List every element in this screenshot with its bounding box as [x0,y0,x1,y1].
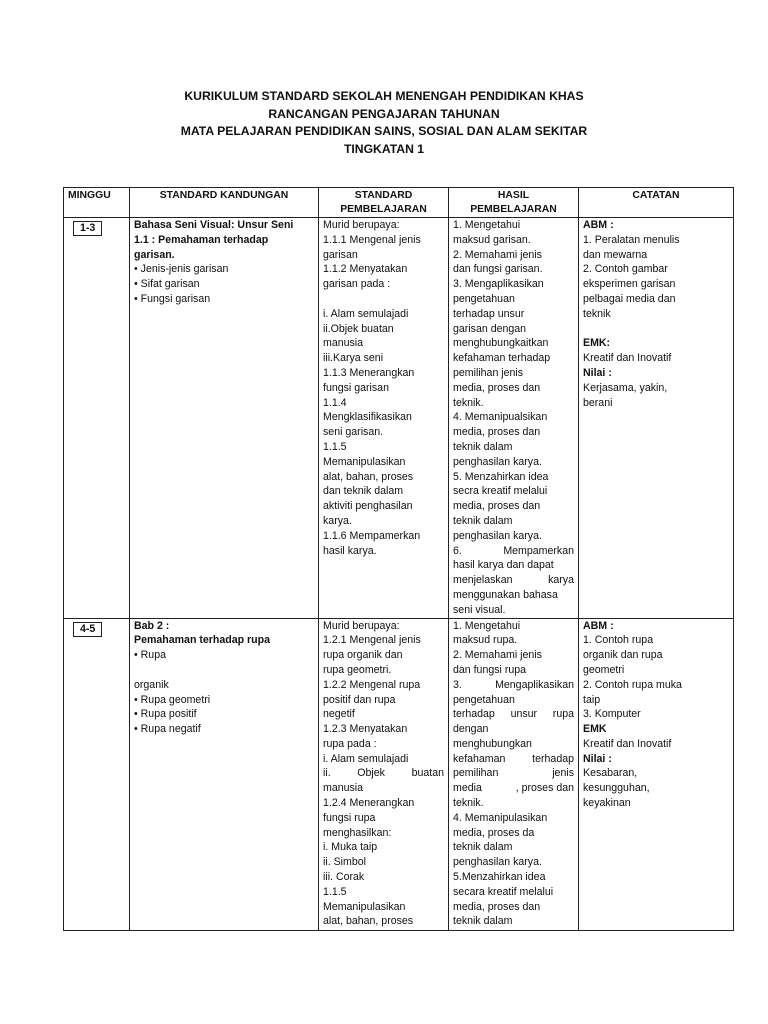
header-line-2: RANCANGAN PENGAJARAN TAHUNAN [268,106,500,121]
table-row [64,218,734,619]
list-item: • Sifat garisan [134,278,200,291]
standard-pembelajaran-cell: Murid berupaya: 1.2.1 Mengenal jenis rupa organik dan rupa geometri. 1.2.2 Mengenal rupa positif dan rupa negetif 1.2.3 Menyatakan rupa pada : i. Alam semulajadi ii. Objek buatan manusia 1.2.4 Menerangkan fungsi rupa menghasilkan: i. Muka taip ii. Simbol iii. Corak 1.1.5 Memanipulasikan alat, bahan, proses [319,618,449,930]
list-item: • Rupa negatif [134,723,201,736]
table-header-row [64,188,734,218]
document-header [0,88,768,158]
table-row [64,618,734,930]
column-header-hasil-pembelajaran: HASIL PEMBELAJARAN [449,188,579,218]
header-line-3: MATA PELAJARAN PENDIDIKAN SAINS, SOSIAL DAN ALAM SEKITAR [180,124,588,138]
catatan-cell: ABM : 1. Peralatan menulis dan mewarna 2. Contoh gambar eksperimen garisan pelbagai media dan teknik EMK: Kreatif dan Inovatif Nilai : Kerjasama, yakin, berani [579,218,734,619]
lesson-plan-table [63,187,734,931]
header-line-4: TINGKATAN 1 [343,141,425,156]
list-item: • Rupa geometri [134,693,211,706]
column-header-catatan: CATATAN [579,188,734,218]
standard-kandungan-cell: Bab 2 : Pemahaman terhadap rupa • Rupa organik • Rupa geometri • Rupa positif • Rupa negatif [130,618,319,930]
column-header-standard-pembelajaran: STANDARD PEMBELAJARAN [319,188,449,218]
catatan-cell: ABM : 1. Contoh rupa organik dan rupa geometri 2. Contoh rupa muka taip 3. Komputer EMK Kreatif dan Inovatif Nilai : Kesabaran, kesungguhan, keyakinan [579,618,734,930]
list-item: • Jenis-jenis garisan [134,263,229,276]
hasil-pembelajaran-cell: 1. Mengetahui maksud rupa. 2. Memahami jenis dan fungsi rupa 3. Mengaplikasikan pengetahuan terhadap unsur rupa dengan menghubungkan kefahaman terhadap pemilihan jenis media , proses dan teknik. 4. Memanipulasikan media, proses da teknik dalam penghasilan karya. 5.Menzahirkan idea secara kreatif melalui media, proses dan teknik dalam [449,618,579,930]
hasil-pembelajaran-cell: 1. Mengetahui maksud garisan. 2. Memahami jenis dan fungsi garisan. 3. Mengaplikasikan pengetahuan terhadap unsur garisan dengan menghubungkaitkan kefahaman terhadap pemilihan jenis media, proses dan teknik. 4. Memanipualsikan media, proses dan teknik dalam penghasilan karya. 5. Menzahirkan idea secra kreatif melalui media, proses dan teknik dalam penghasilan karya. 6. Mempamerkan hasil karya dan dapat menjelaskan karya menggunakan bahasa seni visual. [449,218,579,619]
column-header-minggu: MINGGU [64,188,130,218]
column-header-standard-kandungan: STANDARD KANDUNGAN [130,188,319,218]
list-item: • Rupa positif [134,708,197,721]
week-badge: 1-3 [73,221,102,236]
minggu-cell [64,218,130,619]
list-item: • Fungsi garisan [134,292,211,305]
standard-pembelajaran-cell: Murid berupaya: 1.1.1 Mengenal jenis garisan 1.1.2 Menyatakan garisan pada : i. Alam semulajadi ii.Objek buatan manusia iii.Karya seni 1.1.3 Menerangkan fungsi garisan 1.1.4 Mengklasifikasikan seni garisan. 1.1.5 Memanipulasikan alat, bahan, proses dan teknik dalam aktiviti penghasilan karya. 1.1.6 Mempamerkan hasil karya. [319,218,449,619]
week-badge: 4-5 [73,622,102,637]
header-line-1: KURIKULUM STANDARD SEKOLAH MENENGAH PENDIDIKAN KHAS [184,89,584,103]
list-item: • Rupa [134,649,166,662]
minggu-cell [64,618,130,930]
standard-kandungan-cell: Bahasa Seni Visual: Unsur Seni 1.1 : Pemahaman terhadap garisan. • Jenis-jenis garisan • Sifat garisan • Fungsi garisan [130,218,319,619]
